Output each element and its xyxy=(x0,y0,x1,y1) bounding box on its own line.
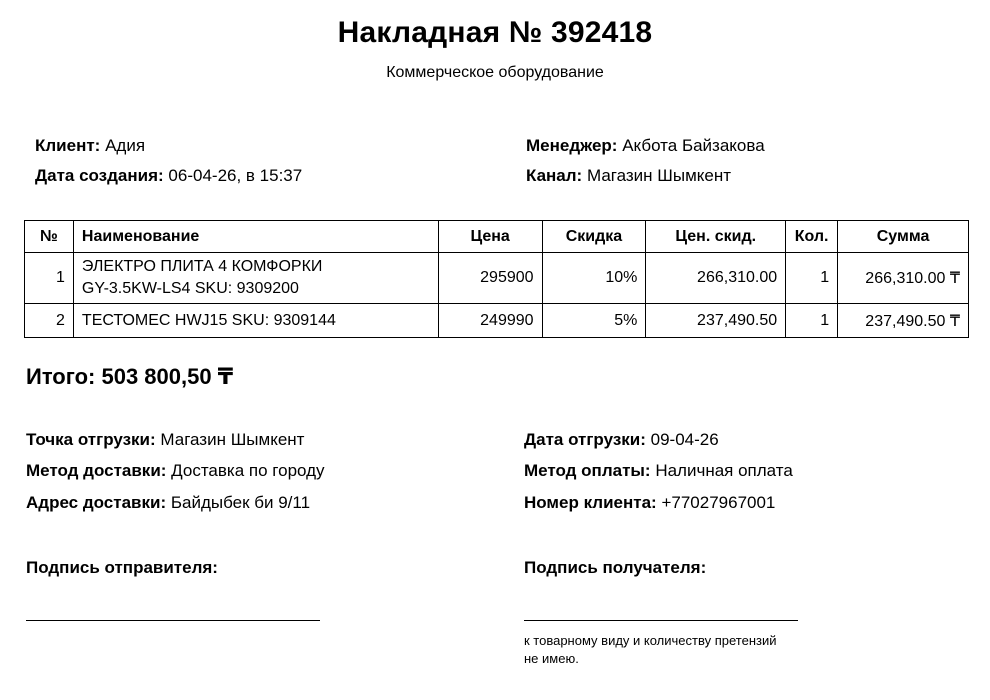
client-phone-field xyxy=(524,493,775,513)
table-row xyxy=(25,304,969,338)
header-sum: Сумма xyxy=(838,221,969,253)
sender-signature-label: Подпись отправителя: xyxy=(26,558,218,577)
client-phone-label: Номер клиента: xyxy=(524,493,657,512)
created-date-label: Дата создания: xyxy=(35,166,164,185)
manager-field xyxy=(526,136,765,156)
table-row xyxy=(25,253,969,304)
created-date-value: 06-04-26, в 15:37 xyxy=(168,166,303,185)
header-num: № xyxy=(25,221,74,253)
row-sum: 237,490.50 ₸ xyxy=(838,304,969,338)
header-name: Наименование xyxy=(73,221,438,253)
shipping-date-value: 09-04-26 xyxy=(650,430,719,449)
row-discount: 5% xyxy=(542,304,646,338)
row-num: 2 xyxy=(25,304,74,338)
receiver-signature-label: Подпись получателя: xyxy=(524,558,707,577)
header-discounted-price: Цен. скид. xyxy=(646,221,786,253)
receiver-signature-line xyxy=(524,620,798,621)
shipping-date-field xyxy=(524,430,719,450)
shipping-date-label: Дата отгрузки: xyxy=(524,430,646,449)
row-qty: 1 xyxy=(786,253,838,304)
client-phone-value: +77027967001 xyxy=(661,493,776,512)
row-discount: 10% xyxy=(542,253,646,304)
header-qty: Кол. xyxy=(786,221,838,253)
row-name: ТЕСТОМЕС HWJ15 SKU: 9309144 xyxy=(73,304,438,338)
channel-label: Канал: xyxy=(526,166,583,185)
manager-value: Акбота Байзакова xyxy=(622,136,765,155)
invoice-total: Итого: 503 800,50 ₸ xyxy=(26,364,234,389)
row-discounted-price: 237,490.50 xyxy=(646,304,786,338)
row-sum: 266,310.00 ₸ xyxy=(838,253,969,304)
delivery-method-value: Доставка по городу xyxy=(171,461,325,480)
items-table xyxy=(24,220,969,338)
shipping-point-value: Магазин Шымкент xyxy=(160,430,305,449)
row-price: 249990 xyxy=(438,304,542,338)
manager-label: Менеджер: xyxy=(526,136,618,155)
header-price: Цена xyxy=(438,221,542,253)
client-field xyxy=(35,136,145,156)
channel-field xyxy=(526,166,731,186)
row-qty: 1 xyxy=(786,304,838,338)
row-price: 295900 xyxy=(438,253,542,304)
row-num: 1 xyxy=(25,253,74,304)
shipping-point-field xyxy=(26,430,304,450)
channel-value: Магазин Шымкент xyxy=(586,166,732,185)
delivery-address-field xyxy=(26,493,310,513)
row-name xyxy=(73,253,438,304)
table-header-row xyxy=(25,221,969,253)
row-name-line: ЭЛЕКТРО ПЛИТА 4 КОМФОРКИ xyxy=(81,258,323,275)
delivery-method-label: Метод доставки: xyxy=(26,461,167,480)
delivery-address-label: Адрес доставки: xyxy=(26,493,167,512)
payment-method-field xyxy=(524,461,793,481)
header-discount: Скидка xyxy=(542,221,646,253)
receiver-note-line: не имею. xyxy=(524,651,579,666)
delivery-address-value: Байдыбек би 9/11 xyxy=(170,493,311,512)
row-name-line: GY-3.5KW-LS4 SKU: 9309200 xyxy=(81,280,299,297)
payment-method-value: Наличная оплата xyxy=(655,461,793,480)
invoice-title: Накладная № 392418 xyxy=(337,16,653,49)
client-value: Адия xyxy=(105,136,146,155)
invoice-subtitle: Коммерческое оборудование xyxy=(386,64,604,81)
receiver-note xyxy=(524,632,824,668)
sender-signature-line xyxy=(26,620,320,621)
payment-method-label: Метод оплаты: xyxy=(524,461,651,480)
created-date-field xyxy=(35,166,302,186)
shipping-point-label: Точка отгрузки: xyxy=(26,430,156,449)
receiver-note-line: к товарному виду и количеству претензий xyxy=(524,633,777,648)
client-label: Клиент: xyxy=(35,136,101,155)
row-discounted-price: 266,310.00 xyxy=(646,253,786,304)
delivery-method-field xyxy=(26,461,325,481)
